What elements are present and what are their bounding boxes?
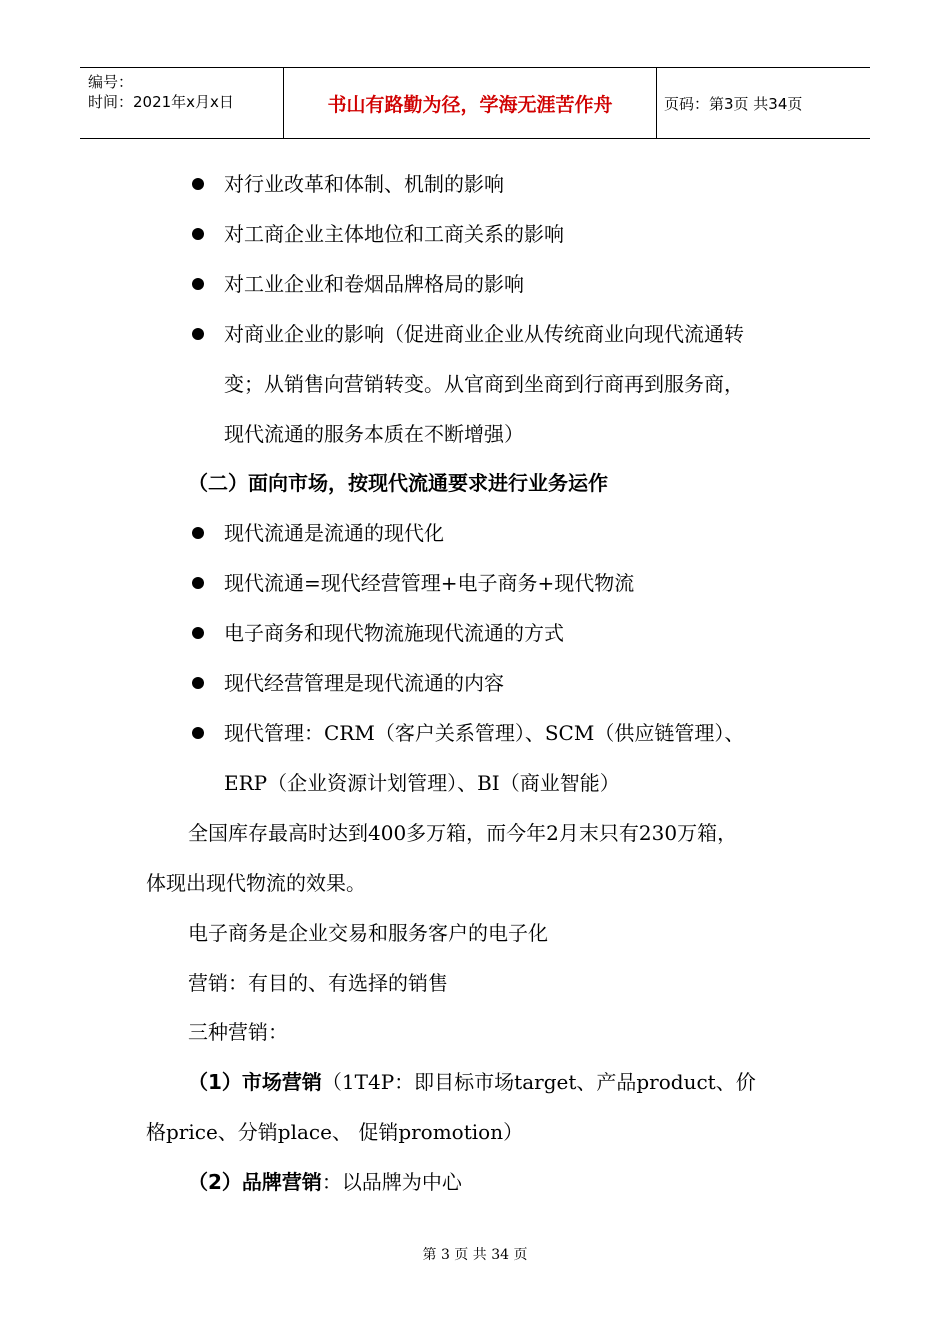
- marketing-item-label: （1）市场营销: [188, 1070, 322, 1094]
- bullet-icon: [192, 677, 204, 689]
- list-item: 现代流通=现代经营管理+电子商务+现代物流: [224, 571, 635, 595]
- list-item: 对行业改革和体制、机制的影响: [224, 172, 504, 196]
- marketing-item-text: （1T4P：即目标市场target、产品product、价: [321, 1070, 756, 1094]
- bullet-icon: [192, 278, 204, 290]
- marketing-item-text: ：以品牌为中心: [321, 1170, 462, 1194]
- paragraph-line: 体现出现代物流的效果。: [146, 871, 366, 895]
- paragraph-line: 营销：有目的、有选择的销售: [188, 971, 448, 995]
- header-page-info: 页码：第3页 共34页: [664, 94, 803, 113]
- page-header: [80, 67, 870, 139]
- bullet-icon: [192, 577, 204, 589]
- header-divider: [656, 68, 657, 138]
- bullet-icon: [192, 527, 204, 539]
- header-motto: 书山有路勤为径，学海无涯苦作舟: [327, 93, 613, 116]
- list-item: 电子商务和现代物流施现代流通的方式: [224, 621, 564, 645]
- marketing-item-2: [188, 1170, 462, 1194]
- time-label: 时间：2021年x月x日: [88, 93, 234, 111]
- list-item: 对工业企业和卷烟品牌格局的影响: [224, 272, 524, 296]
- header-meta: [88, 72, 234, 112]
- page-footer: 第 3 页 共 34 页: [422, 1247, 528, 1263]
- list-item-continuation: ERP（企业资源计划管理）、BI（商业智能）: [224, 771, 620, 795]
- number-label: 编号：: [88, 73, 134, 91]
- list-item: 现代管理：CRM（客户关系管理）、SCM（供应链管理）、: [224, 721, 745, 745]
- marketing-item-label: （2）品牌营销: [188, 1170, 322, 1194]
- bullet-icon: [192, 727, 204, 739]
- section-heading: （二）面向市场，按现代流通要求进行业务运作: [188, 471, 608, 495]
- marketing-item-1: [188, 1070, 756, 1094]
- bullet-icon: [192, 328, 204, 340]
- paragraph-line: 格price、分销place、 促销promotion）: [146, 1120, 524, 1144]
- paragraph-line: 三种营销：: [188, 1020, 288, 1044]
- list-item: 现代经营管理是现代流通的内容: [224, 671, 504, 695]
- list-item: 对工商企业主体地位和工商关系的影响: [224, 222, 564, 246]
- bullet-icon: [192, 178, 204, 190]
- list-item: 对商业企业的影响（促进商业企业从传统商业向现代流通转: [224, 322, 744, 346]
- paragraph-line: 全国库存最高时达到400多万箱，而今年2月末只有230万箱，: [188, 821, 738, 845]
- list-item-continuation: 现代流通的服务本质在不断增强）: [224, 422, 524, 446]
- list-item-continuation: 变；从销售向营销转变。从官商到坐商到行商再到服务商，: [224, 372, 744, 396]
- list-item: 现代流通是流通的现代化: [224, 521, 444, 545]
- bullet-icon: [192, 228, 204, 240]
- bullet-icon: [192, 627, 204, 639]
- paragraph-line: 电子商务是企业交易和服务客户的电子化: [188, 921, 548, 945]
